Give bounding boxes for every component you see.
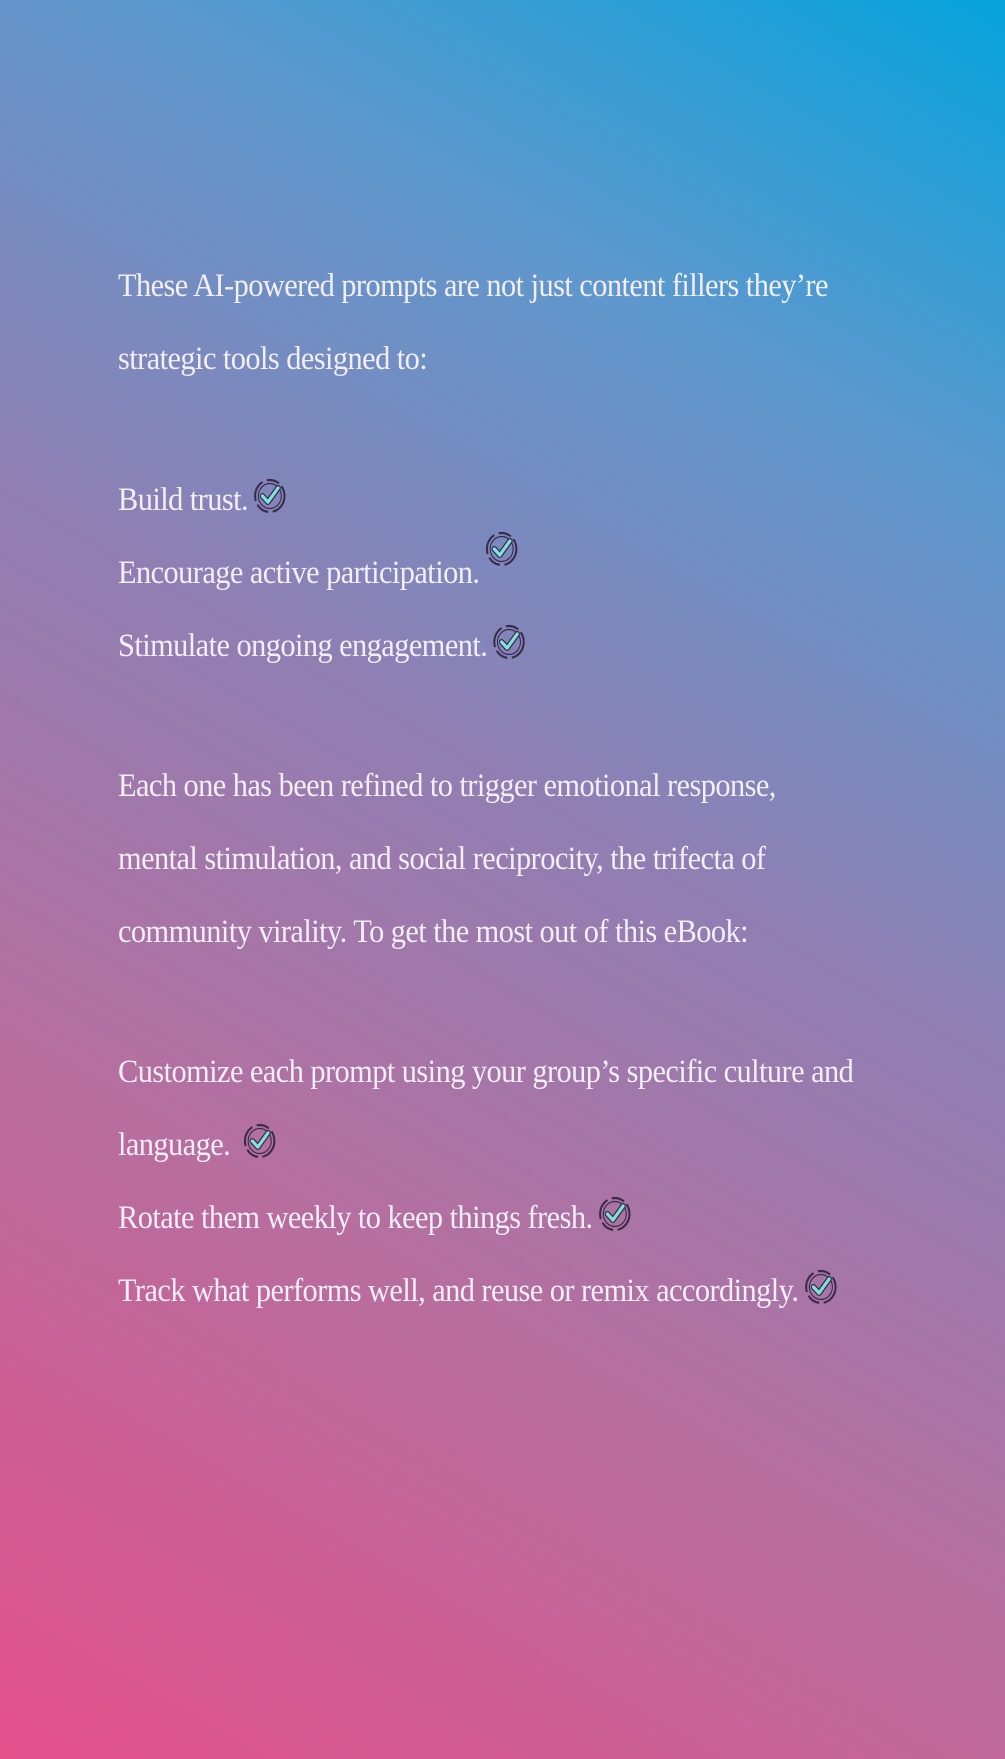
tip-text: Rotate them weekly to keep things fresh. xyxy=(118,1200,593,1236)
goal-text: Stimulate ongoing engagement. xyxy=(118,628,488,664)
check-badge-icon xyxy=(489,620,529,664)
tip-item-line: Customize each prompt using your group’s specific culture and xyxy=(118,1054,854,1090)
tip-item xyxy=(118,1109,854,1182)
tips-list xyxy=(118,1036,854,1328)
goals-list xyxy=(118,464,854,683)
goal-item xyxy=(118,537,854,610)
goal-text: Encourage active participation. xyxy=(118,555,480,591)
tip-item xyxy=(118,1182,854,1255)
check-badge-icon xyxy=(239,1119,279,1163)
goal-text: Build trust. xyxy=(118,482,249,518)
check-badge-icon xyxy=(481,527,521,571)
page-content xyxy=(118,250,854,1328)
goal-item xyxy=(118,610,854,683)
tip-text: Track what performs well, and reuse or remix accordingly. xyxy=(118,1273,799,1309)
check-badge-icon xyxy=(800,1265,840,1309)
tip-item xyxy=(118,1255,854,1328)
spacer xyxy=(118,683,854,750)
goal-item xyxy=(118,464,854,537)
check-badge-icon xyxy=(594,1192,634,1236)
spacer xyxy=(118,396,854,464)
intro-paragraph: These AI-powered prompts are not just content fillers they’re strategic tools designed to: xyxy=(118,268,828,377)
check-badge-icon xyxy=(250,474,290,518)
body-paragraph: Each one has been refined to trigger emotional response, mental stimulation, and social reciprocity, the trifecta of community virality. To get the most out of this eBook: xyxy=(118,768,776,950)
spacer xyxy=(118,969,854,1036)
tip-text: language. xyxy=(118,1127,231,1163)
